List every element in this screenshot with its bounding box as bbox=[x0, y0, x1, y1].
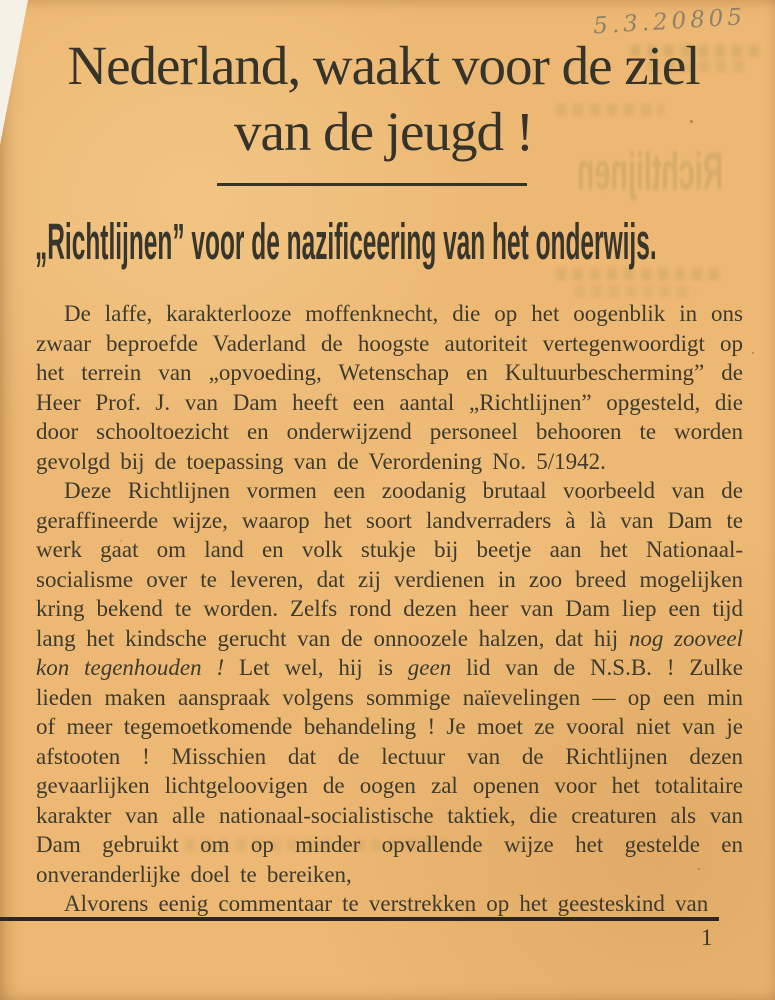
italic-phrase: geen bbox=[407, 655, 452, 680]
body-paragraph-1: De laffe, karakterlooze moffenknecht, die op het oogenblik in ons zwaar beproefde Vaderland de hoogste autoriteit vertegenwoordigt op het terrein van „opvoeding, Wetenschap en Kultuurbescherming” de Heer Prof. J. van Dam heeft een aantal „Richtlijnen” opgesteld, die door schooltoezicht en onderwijzend personeel behooren te worden gevolgd bij de toepassing van de Verordening No. 5/1942. bbox=[36, 301, 743, 474]
page-number: 1 bbox=[701, 925, 713, 950]
body-paragraph-3: Alvorens eenig commentaar te verstrekken op het geesteskind van bbox=[64, 891, 709, 916]
title-line-2: van de jeugd ! bbox=[233, 101, 534, 162]
footer-rule bbox=[0, 917, 719, 921]
italic-phrase: nog zooveel kon tegenhouden ! bbox=[36, 625, 743, 680]
page-title bbox=[0, 33, 767, 165]
bleedthrough-text: Richtlijnen bbox=[577, 143, 724, 201]
paragraph-segment: lid van de N.S.B. ! Zulke lieden maken aanspraak volgens sommige naïevelingen — op een min of meer tegemoetkomende behandeling ! Je moet ze vooral niet van je afstooten ! Misschien dat de lectuur van de Richtlijnen dezen gevaarlijken lichtgeloovigen de oogen zal openen voor het totalitaire karakter van alle nationaal-socialistische taktiek, die creaturen als van Dam gebruikt om op minder opvallende wijze het gestelde en onveranderlijke doel te bereiken, bbox=[36, 655, 744, 887]
bleedthrough-smudge bbox=[575, 285, 695, 297]
archival-note: 5.3.20805 bbox=[592, 4, 747, 40]
body-text bbox=[36, 299, 743, 919]
paragraph-segment: Let wel, hij is bbox=[224, 655, 408, 680]
title-line-1: Nederland, waakt voor de ziel bbox=[67, 35, 700, 96]
body-paragraph-2 bbox=[36, 476, 743, 889]
subtitle: „Richtlijnen” voor de nazificeering van het onderwijs. bbox=[35, 213, 657, 270]
paragraph-segment: Deze Richtlijnen vormen een zoodanig brutaal voorbeeld van de geraffineerde wijze, waarop het soort landverraders à là van Dam te werk gaat om land en volk stukje bij beetje aan het Nationaal-socialisme over te leveren, dat zij verdienen in zoo breed mogelijken kring bekend te worden. Zelfs rond dezen heer van Dam liep een tijd lang het kindsche gerucht van de onnoozele halzen, dat hij bbox=[36, 478, 743, 651]
title-underline bbox=[217, 183, 527, 186]
paper-speck bbox=[752, 352, 754, 354]
